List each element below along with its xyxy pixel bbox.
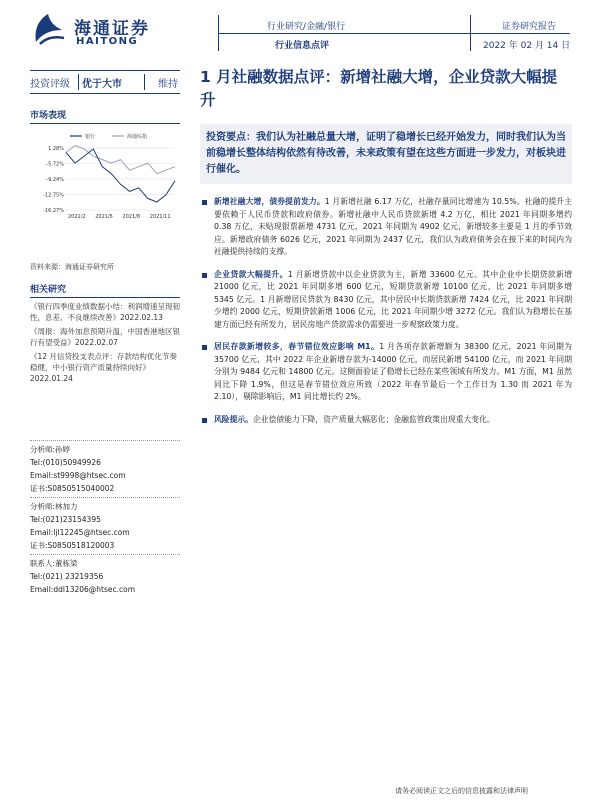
analyst-card (30, 440, 180, 495)
analyst-cert: 证书:S0850515040002 (30, 484, 115, 493)
logo-text-en: HAITONG (76, 36, 139, 47)
x-tick-label: 2021/5 (95, 214, 113, 220)
analyst-card (30, 554, 180, 596)
market-chart-svg (30, 128, 180, 228)
x-tick-label: 2021/8 (122, 214, 141, 220)
bullet-body: 1 月新增社融 6.17 万亿，社融存量同比增速为 10.5%。社融的提升主要依赖于人民币贷款和政府债券。新增社融中人民币贷款新增 4.2 万亿，相比 2021 年同期多增约 0.38 万亿，未贴现银票新增 4731 亿元，2021 年同期为 4902 亿元，新增较多主要是 1 月的季节效应。新增政府债务 6026 亿元，2021 年同期为 2437 亿元，我们认为政府债务会在接下来的时间内为社融提供持续的支撑。 (214, 197, 572, 256)
bullet-item (200, 414, 572, 427)
analyst-name: 分析师:林加力 (30, 502, 78, 511)
x-tick-label: 2021/11 (149, 214, 171, 220)
bullet-list (200, 196, 572, 426)
y-tick-label: -16.27% (43, 208, 64, 214)
logo-mark-icon (30, 12, 66, 48)
bullet-item (200, 269, 572, 332)
report-title: 1 月社融数据点评：新增社融大增，企业贷款大幅提升 (200, 68, 558, 109)
bullet-heading: 居民存款新增较多，春节错位效应影响 M1。 (214, 342, 380, 351)
series-line-2 (66, 146, 175, 174)
related-research (30, 282, 180, 384)
series-line-1 (66, 149, 175, 202)
analyst-email: Email:ddl13206@htsec.com (30, 585, 136, 594)
bullet-item (200, 196, 572, 259)
bullet-body: 1 月新增贷款中以企业贷款为主，新增 33600 亿元。其中企业中长期贷款新增 21000 亿元，比 2021 年同期多增 600 亿元，短期贷款新增 10100 亿元，比 2021 年同期多增 5345 亿元。1 月新增居民贷款为 8430 亿元，其中居民中长期贷款新增 7424 亿元，比 2021 年同期少增约 2000 亿元，短期贷款新增 1006 亿元，比 2021 年同期少增 3272 亿元。我们认为稳增长在基建方面已经有所发力，居民房地产贷款需求仍需要进一步观察政策力度。 (214, 269, 572, 329)
x-tick-label: 2021/2 (68, 214, 86, 220)
bullet-heading: 企业贷款大幅提升。 (214, 269, 288, 279)
main-content (200, 66, 572, 436)
related-item: 《银行四季度业绩数据小结：利润增速呈现韧性，息差、不良继续改善》2022.02.13 (30, 302, 180, 322)
analyst-card (30, 497, 180, 552)
y-tick-label: -9.24% (46, 177, 64, 183)
report-date: 2022 年 02 月 14 日 (483, 41, 571, 51)
chart-source: 资料来源：海通证券研究所 (30, 263, 114, 271)
rating-box (30, 70, 180, 94)
market-title: 市场表现 (30, 108, 180, 124)
investment-abstract: 投资要点：我们认为社融总量大增，证明了稳增长已经开始发力，同时我们认为当前稳增长整体结构依然有待改善，未来政策有望在这些方面进一步发力，对板块进行催化。 (200, 124, 572, 184)
analyst-name: 分析师:孙婷 (30, 445, 71, 454)
bullet-body: 企业偿债能力下降，资产质量大幅恶化；金融监管政策出现重大变化。 (252, 414, 495, 424)
analyst-tel: Tel:(010)50949926 (30, 458, 101, 467)
page-footer: 请务必阅读正文之后的信息披露和法律声明 (395, 787, 528, 795)
logo-text-cn: 海通证券 (74, 19, 150, 39)
analyst-email: Email:st9998@htsec.com (30, 471, 126, 480)
related-item: 《12 月信贷投支表点评：存款结构优化节奏稳健，中小银行资产质量持续向好》2022.01.24 (30, 352, 177, 383)
header-rule (218, 33, 570, 34)
analyst-cert: 证书:S0850518120003 (30, 541, 115, 550)
report-category: 行业研究/金融/银行 (267, 22, 346, 32)
report-type: 证券研究报告 (502, 22, 557, 32)
y-tick-label: -12.75% (43, 192, 64, 199)
y-tick-label: -5.72% (46, 161, 64, 168)
page-header (0, 0, 600, 58)
report-subcategory: 行业信息点评 (275, 41, 330, 51)
company-logo (30, 12, 180, 52)
bullet-body: 1 月各项存款新增额为 38300 亿元，2021 年同期为 35700 亿元，其中 2022 年企业新增存款为-14000 亿元，而居民新增 54100 亿元，而 2021 年同期分别为 9484 亿元和 14800 亿元。这侧面验证了稳增长已经在某些领域有所发力。M1 方面，M1 虽然同比下降 1.9%，但这是春节错位效应所致（2022 年春节最后一个工作日为 1.30 而 2021 年为 2.10），剔除影响后，M1 同比增长约 2%。 (214, 342, 572, 401)
y-tick-label: 1.28% (48, 146, 64, 152)
legend-label-series-1: 银行 (85, 134, 96, 140)
sidebar (30, 70, 180, 124)
related-item: 《周报：海外加息预期升温，中国香港地区银行有望受益》2022.02.07 (30, 327, 180, 347)
legend-label-series-2: 海通综指 (127, 134, 148, 140)
analyst-email: Email:ljl12245@htsec.com (30, 528, 130, 537)
rating-divider (78, 74, 79, 90)
rating-label: 投资评级 (30, 79, 70, 90)
bullet-heading: 新增社融大增，债券提前发力。 (214, 197, 325, 206)
rating-divider (144, 74, 145, 90)
analyst-tel: Tel:(021) 23219356 (30, 572, 104, 581)
related-title: 相关研究 (30, 282, 180, 298)
rating-status: 维持 (158, 79, 178, 90)
analyst-list (30, 440, 180, 598)
bullet-heading: 风险提示。 (214, 414, 253, 424)
analyst-name: 联系人:董栋梁 (30, 559, 78, 568)
analyst-tel: Tel:(021)23154395 (30, 515, 101, 524)
bullet-item (200, 341, 572, 404)
market-chart (30, 128, 180, 228)
rating-value: 优于大市 (82, 79, 122, 90)
